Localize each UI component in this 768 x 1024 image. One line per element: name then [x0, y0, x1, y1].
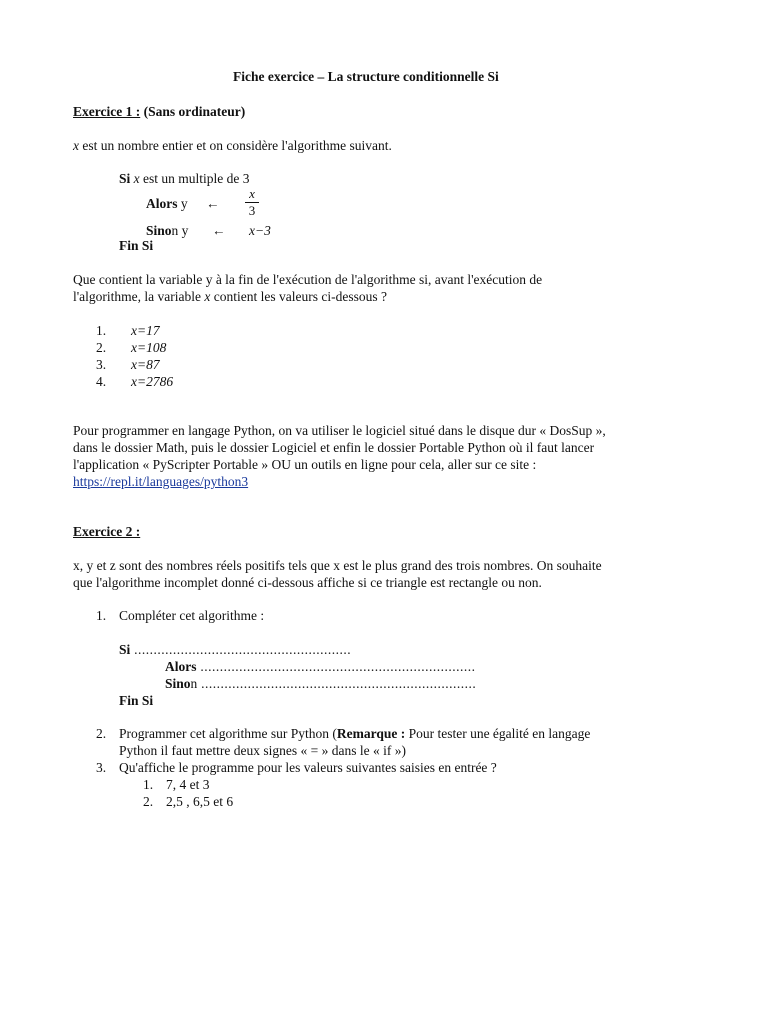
- list-item-expression: x=87: [131, 357, 160, 372]
- algo2-si-keyword: Si: [119, 642, 131, 657]
- algo-alors-fraction: [245, 187, 259, 218]
- algo2-si-line: [119, 641, 351, 658]
- algo-sinon-target: y: [178, 223, 189, 238]
- sub-item-text: 7, 4 et 3: [166, 777, 210, 792]
- algo-alors-arrow: ←: [206, 196, 220, 211]
- question-line-1: Que contient la variable y à la fin de l'exécution de l'algorithme si, avant l'exécution de: [73, 272, 543, 287]
- list-item-number: 1.: [96, 323, 107, 338]
- algo-sinon-arrow: ←: [212, 223, 226, 238]
- python-link-container: [73, 473, 248, 490]
- q2-line-2: Python il faut mettre deux signes « = » dans le « if »): [119, 743, 406, 758]
- q2-text-b: Pour tester une égalité en langage: [405, 726, 591, 741]
- fraction-numerator: x: [249, 186, 255, 201]
- page-title: Fiche exercice – La structure conditionnelle Si: [233, 69, 499, 84]
- python-para-line-3: l'application « PyScripter Portable » OU un outils en ligne pour cela, aller sur ce site :: [73, 457, 537, 472]
- algo-alors-line: [146, 195, 188, 212]
- q3-text: Qu'affiche le programme pour les valeurs suivantes saisies en entrée ?: [119, 760, 497, 775]
- sub-item-number: 2.: [143, 794, 154, 809]
- algo-sinon-suffix: n: [171, 223, 179, 238]
- q1-text: Compléter cet algorithme :: [119, 608, 265, 623]
- python-para-line-2: dans le dossier Math, puis le dossier Logiciel et enfin le dossier Portable Python où il faut lancer: [73, 440, 595, 455]
- question-line-2: [73, 288, 387, 305]
- python-para-line-1: Pour programmer en langage Python, on va utiliser le logiciel situé dans le disque dur « DosSup »,: [73, 423, 606, 438]
- algo-alors-target: y: [177, 196, 188, 211]
- intro-variable: x: [73, 138, 79, 153]
- exercise-1-intro: [73, 137, 392, 154]
- q2-line-1: [119, 725, 590, 742]
- algo-alors-keyword: Alors: [146, 196, 178, 211]
- algo2-sinon-suffix: n: [190, 676, 198, 691]
- question-line-2b: contient les valeurs ci-dessous ?: [210, 289, 387, 304]
- algo-sinon-keyword: Sino: [146, 223, 172, 238]
- list-item-number: 2.: [96, 340, 107, 355]
- exercise-2-heading: Exercice 2 :: [73, 524, 141, 539]
- q1-number: 1.: [96, 608, 107, 623]
- algo2-alors-line: [165, 658, 476, 675]
- list-item-expression: x=2786: [131, 374, 174, 389]
- algo-si-condition: est un multiple de 3: [139, 171, 250, 186]
- list-item-number: 3.: [96, 357, 107, 372]
- q2-remark-label: Remarque :: [336, 726, 406, 741]
- exercise-2-intro-line-2: que l'algorithme incomplet donné ci-dessous affiche si ce triangle est rectangle ou non.: [73, 575, 542, 590]
- q2-number: 2.: [96, 726, 107, 741]
- list-item-expression: x=17: [131, 323, 160, 338]
- algo-si-line: [119, 170, 250, 187]
- algo2-sinon-blank: .......................................................................: [197, 676, 477, 691]
- algo2-finsi: Fin Si: [119, 693, 154, 708]
- repl-link[interactable]: https://repl.it/languages/python3: [73, 474, 249, 489]
- algo2-alors-keyword: Alors: [165, 659, 197, 674]
- sub-item-text: 2,5 , 6,5 et 6: [166, 794, 234, 809]
- list-item-expression: x=108: [131, 340, 167, 355]
- algo2-alors-blank: .......................................................................: [196, 659, 476, 674]
- algo-si-variable: x: [133, 171, 140, 186]
- algo-finsi: Fin Si: [119, 238, 154, 253]
- q2-text-a: Programmer cet algorithme sur Python (: [119, 726, 337, 741]
- fraction-denominator: 3: [248, 203, 256, 218]
- question-line-2a: l'algorithme, la variable: [73, 289, 205, 304]
- algo2-sinon-line: [165, 675, 476, 692]
- exercise-1-label: Exercice 1 :: [73, 104, 141, 119]
- intro-text: est un nombre entier et on considère l'algorithme suivant.: [79, 138, 392, 153]
- question-variable: x: [204, 289, 211, 304]
- algo2-si-blank: ........................................................: [130, 642, 352, 657]
- exercise-2-intro-line-1: x, y et z sont des nombres réels positifs tels que x est le plus grand des trois nombres. On souhaite: [73, 558, 602, 573]
- exercise-1-subheading: (Sans ordinateur): [143, 104, 246, 119]
- algo-sinon-expression: x−3: [249, 223, 271, 238]
- algo2-sinon-keyword: Sino: [165, 676, 191, 691]
- algo-si-keyword: Si: [119, 171, 131, 186]
- q3-number: 3.: [96, 760, 107, 775]
- exercise-1-heading: [73, 103, 245, 120]
- sub-item-number: 1.: [143, 777, 154, 792]
- list-item-number: 4.: [96, 374, 107, 389]
